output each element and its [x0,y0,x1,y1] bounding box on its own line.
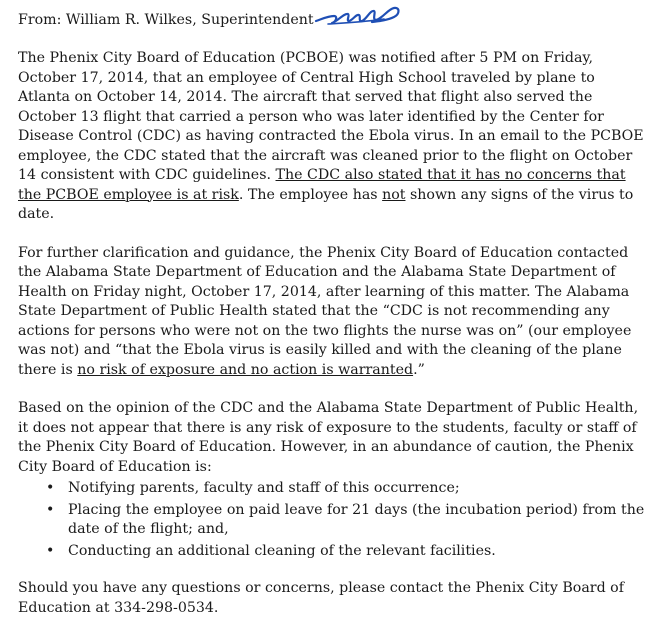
paragraph-clarification [18,244,648,381]
action-item-text: Notifying parents, faculty and staff of this occurrence; [68,480,460,496]
action-item-text: Conducting an additional cleaning of the relevant facilities. [68,542,496,559]
from-label: From: [18,11,62,28]
paragraph-notification [18,49,648,225]
from-line [18,6,648,30]
list-item [18,501,648,540]
para1-underlined-statement: The CDC also stated that it has no concerns that the PCBOE employee is at risk [18,167,626,203]
closing-text: Should you have any questions or concerns, please contact the Phenix City Board of Education at 334-298-0534. [18,580,624,616]
actions-list [18,479,648,561]
paragraph-opinion [18,399,648,477]
memo-document [18,6,648,637]
list-item [18,542,648,562]
bullet-icon: • [46,501,55,518]
para2-text-b: .” [413,361,425,378]
para2-text-a: For further clarification and guidance, the Phenix City Board of Education contacted the Alabama State Department of Education and the Alabama State Department of Health on Friday night, October 17, 2014, after learning of this matter. The Alabama State Department of Public Health stated that the “CDC is not recommending any actions for persons who were not on the two flights the nurse was on” (our employee was not) and “that the Ebola virus is easily killed and with the cleaning of the plane there is [18,244,632,378]
paragraph-closing [18,579,648,618]
from-name: William R. Wilkes, Superintendent [65,11,314,28]
para1-text-b: . The employee has [238,186,378,203]
para3-text: Based on the opinion of the CDC and the Alabama State Department of Public Health, it does not appear that there is any risk of exposure to the students, faculty or staff of the Phenix City Board of Education. However, in an abundance of caution, the Phenix City Board of Education is: [18,400,639,475]
para1-not: not [382,186,406,203]
para2-underlined-statement: no risk of exposure and no action is warranted [77,361,414,378]
signature-icon [314,4,402,30]
para1-text-a: The Phenix City Board of Education (PCBOE) was notified after 5 PM on Friday, October 17, 2014, that an employee of Central High School traveled by plane to Atlanta on October 14, 2014. The aircraft that served that flight also served the October 13 flight that carried a person who was later identified by the Center for Disease Control (CDC) as having contracted the Ebola virus. In an email to the PCBOE employee, the CDC stated that the aircraft was cleaned prior to the flight on October 14 consistent with CDC guidelines. [18,50,644,183]
action-item-text: Placing the employee on paid leave for 21 days (the incubation period) from the date of the flight; and, [68,501,645,537]
list-item [18,479,648,499]
bullet-icon: • [46,542,55,559]
bullet-icon: • [46,480,55,496]
para1-text-c: shown any signs of the virus to date. [18,186,634,222]
